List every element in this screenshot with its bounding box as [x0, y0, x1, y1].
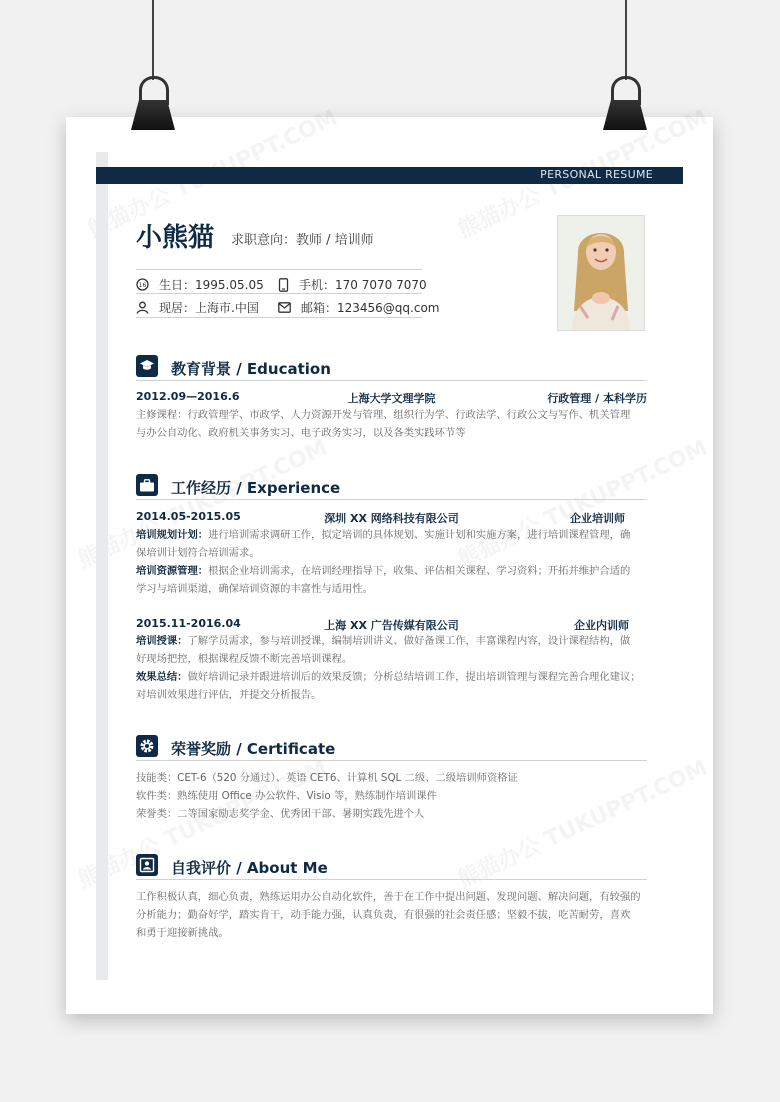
job-detail-line — [136, 632, 647, 650]
certificate-list — [136, 769, 647, 823]
job-intent: 求职意向：教师 / 培训师 — [231, 233, 374, 248]
experience-title: 工作经历 / Experience — [171, 479, 341, 497]
job-detail-line — [136, 562, 647, 580]
email-info — [278, 299, 440, 316]
job-details — [136, 632, 647, 704]
detail-label: 效果总结： — [136, 671, 188, 683]
section-divider — [136, 879, 647, 880]
id-badge-icon — [136, 854, 158, 876]
about-line: 分析能力；勤奋好学，踏实肯干，动手能力强，认真负责，有很强的社会责任感；坚毅不拔，吃苦耐劳，喜欢 — [136, 909, 631, 921]
education-courses — [136, 406, 647, 442]
job-role: 企业培训师 — [570, 512, 625, 525]
course-line: 主修课程：行政管理学、市政学、人力资源开发与管理、组织行为学、行政法学、行政公文与写作、机关管理 — [136, 409, 631, 421]
phone-text: 手机：170 7070 7070 — [299, 278, 427, 292]
detail-text: 学习与培训渠道，确保培训资源的丰富性与适用性。 — [136, 583, 373, 595]
phone-info — [278, 276, 427, 293]
education-title: 教育背景 / Education — [171, 360, 331, 378]
course-line: 与办公自动化、政府机关事务实习、电子政务实习，以及各类实践环节等 — [136, 427, 466, 439]
about-line: 工作积极认真，细心负责，熟练运用办公自动化软件，善于在工作中提出问题、发现问题、解决问题，有较强的 — [136, 891, 641, 903]
certificate-line: 荣誉类：二等国家励志奖学金、优秀团干部、暑期实践先进个人 — [136, 808, 425, 820]
person-icon — [136, 301, 149, 314]
detail-text: 了解学员需求，参与培训授课，编制培训讲义、做好备课工作，丰富课程内容，设计课程结构，做 — [187, 635, 631, 647]
graduation-cap-icon — [136, 355, 158, 377]
certificate-line: 技能类：CET-6（520 分通过）、英语 CET6、计算机 SQL 二级、二级培训师资格证 — [136, 772, 518, 784]
header-label: PERSONAL RESUME — [540, 168, 653, 181]
education-school: 上海大学文理学院 — [347, 392, 436, 405]
phone-icon — [278, 278, 289, 292]
job-detail-line — [136, 668, 647, 686]
birthday-info — [136, 276, 264, 293]
detail-text: 进行培训需求调研工作，拟定培训的具体规划、实施计划和实施方案，进行培训课程管理，确 — [208, 529, 631, 541]
briefcase-icon — [136, 474, 158, 496]
job-period: 2015.11-2016.04 — [136, 617, 241, 630]
profile-photo — [557, 215, 645, 331]
education-period: 2012.09—2016.6 — [136, 390, 240, 403]
mail-icon — [278, 302, 291, 313]
info-divider — [136, 293, 422, 294]
detail-text: 对培训效果进行评估，并提交分析报告。 — [136, 689, 322, 701]
binder-clip-right — [603, 76, 647, 132]
certificate-title: 荣誉奖励 / Certificate — [171, 740, 336, 758]
job-detail-line — [136, 526, 647, 544]
job-company: 深圳 XX 网络科技有限公司 — [324, 512, 459, 525]
info-divider — [136, 317, 422, 318]
about-title: 自我评价 / About Me — [171, 859, 328, 877]
job-role: 企业内训师 — [574, 619, 629, 632]
job-company: 上海 XX 广告传媒有限公司 — [324, 619, 459, 632]
birthday-text: 生日：1995.05.05 — [159, 278, 264, 292]
info-divider — [136, 269, 422, 270]
binder-clip-left — [131, 76, 175, 132]
svg-text:16: 16 — [138, 282, 147, 289]
job-period: 2014.05-2015.05 — [136, 510, 241, 523]
job-details — [136, 526, 647, 598]
certificate-line: 软件类：熟练使用 Office 办公软件、Visio 等，熟练制作培训课件 — [136, 790, 437, 802]
detail-label: 培训资源管理： — [136, 565, 209, 577]
detail-text: 根据企业培训需求，在培训经理指导下，收集、评估相关课程、学习资料；开拓并维护合适的 — [208, 565, 631, 577]
section-divider — [136, 499, 647, 500]
detail-text: 做好培训记录并跟进培训后的效果反馈；分析总结培训工作，提出培训管理与课程完善合理化建议； — [187, 671, 641, 683]
about-line: 和勇于迎接新挑战。 — [136, 927, 229, 939]
detail-label: 培训规划计划： — [136, 529, 209, 541]
section-divider — [136, 380, 647, 381]
gear-icon — [136, 735, 158, 757]
hanging-wire-right — [625, 0, 627, 80]
resume-paper — [66, 117, 713, 1014]
candidate-name: 小熊猫 — [136, 223, 215, 253]
hanging-wire-left — [152, 0, 154, 80]
calendar-icon — [136, 278, 149, 291]
section-divider — [136, 760, 647, 761]
left-accent-bar — [96, 152, 108, 980]
education-degree: 行政管理 / 本科学历 — [547, 392, 647, 405]
detail-text: 保培训计划符合培训需求。 — [136, 547, 260, 559]
email-text: 邮箱：123456@qq.com — [301, 301, 440, 315]
location-info — [136, 299, 259, 316]
about-text — [136, 888, 647, 942]
location-text: 现居：上海市.中国 — [159, 301, 259, 315]
header-bar — [96, 167, 683, 184]
detail-text: 好现场把控，根据课程反馈不断完善培训课程。 — [136, 653, 353, 665]
detail-label: 培训授课： — [136, 635, 188, 647]
